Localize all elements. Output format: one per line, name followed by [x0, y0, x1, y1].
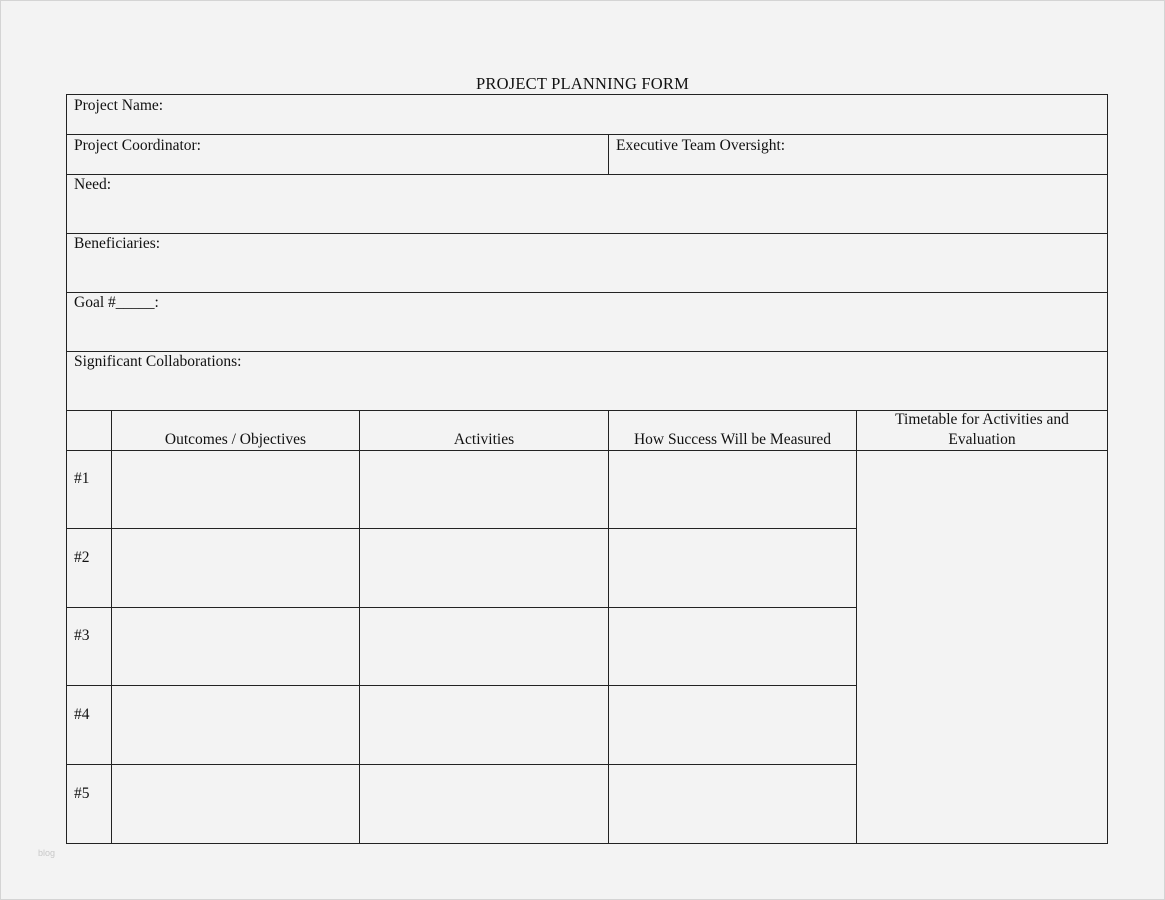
project-name-field[interactable]	[67, 95, 1107, 134]
row-number: #5	[74, 785, 90, 802]
need-label: Need:	[74, 176, 112, 193]
table-cell[interactable]	[609, 608, 856, 685]
table-cell[interactable]	[360, 529, 608, 607]
project-coordinator-field[interactable]	[67, 135, 608, 174]
beneficiaries-label: Beneficiaries:	[74, 235, 161, 252]
table-cell[interactable]	[112, 686, 359, 764]
table-cell[interactable]	[112, 451, 359, 528]
table-cell[interactable]	[360, 765, 608, 843]
table-cell[interactable]	[360, 608, 608, 685]
significant-collaborations-field[interactable]	[67, 352, 1107, 410]
outcomes-objectives-header: Outcomes / Objectives	[164, 431, 307, 448]
executive-team-oversight-label: Executive Team Oversight:	[616, 137, 786, 154]
table-cell[interactable]	[609, 451, 856, 528]
table-cell[interactable]	[609, 765, 856, 843]
project-planning-form	[66, 94, 1108, 844]
timetable-header: Timetable for Activities and Evaluation	[895, 411, 1069, 448]
significant-collaborations-label: Significant Collaborations:	[74, 353, 242, 370]
goal-field[interactable]	[67, 293, 1107, 351]
project-name-label: Project Name:	[74, 97, 164, 114]
table-cell[interactable]	[112, 608, 359, 685]
row-number: #3	[74, 627, 90, 644]
table-cell[interactable]	[609, 529, 856, 607]
table-cell[interactable]	[360, 686, 608, 764]
executive-team-oversight-field[interactable]	[609, 135, 1107, 174]
beneficiaries-field[interactable]	[67, 234, 1107, 292]
row-number: #2	[74, 549, 90, 566]
table-cell[interactable]	[360, 451, 608, 528]
row-number: #4	[74, 706, 90, 723]
need-field[interactable]	[67, 175, 1107, 233]
project-coordinator-label: Project Coordinator:	[74, 137, 201, 154]
table-cell[interactable]	[112, 765, 359, 843]
row-number: #1	[74, 470, 90, 487]
table-cell[interactable]	[609, 686, 856, 764]
form-title: PROJECT PLANNING FORM	[476, 74, 689, 93]
success-measure-header: How Success Will be Measured	[633, 431, 832, 448]
goal-label: Goal #_____:	[74, 294, 159, 311]
activities-header: Activities	[453, 431, 515, 448]
table-cell[interactable]	[112, 529, 359, 607]
timetable-cell[interactable]	[857, 451, 1107, 843]
watermark: blog	[38, 848, 56, 858]
